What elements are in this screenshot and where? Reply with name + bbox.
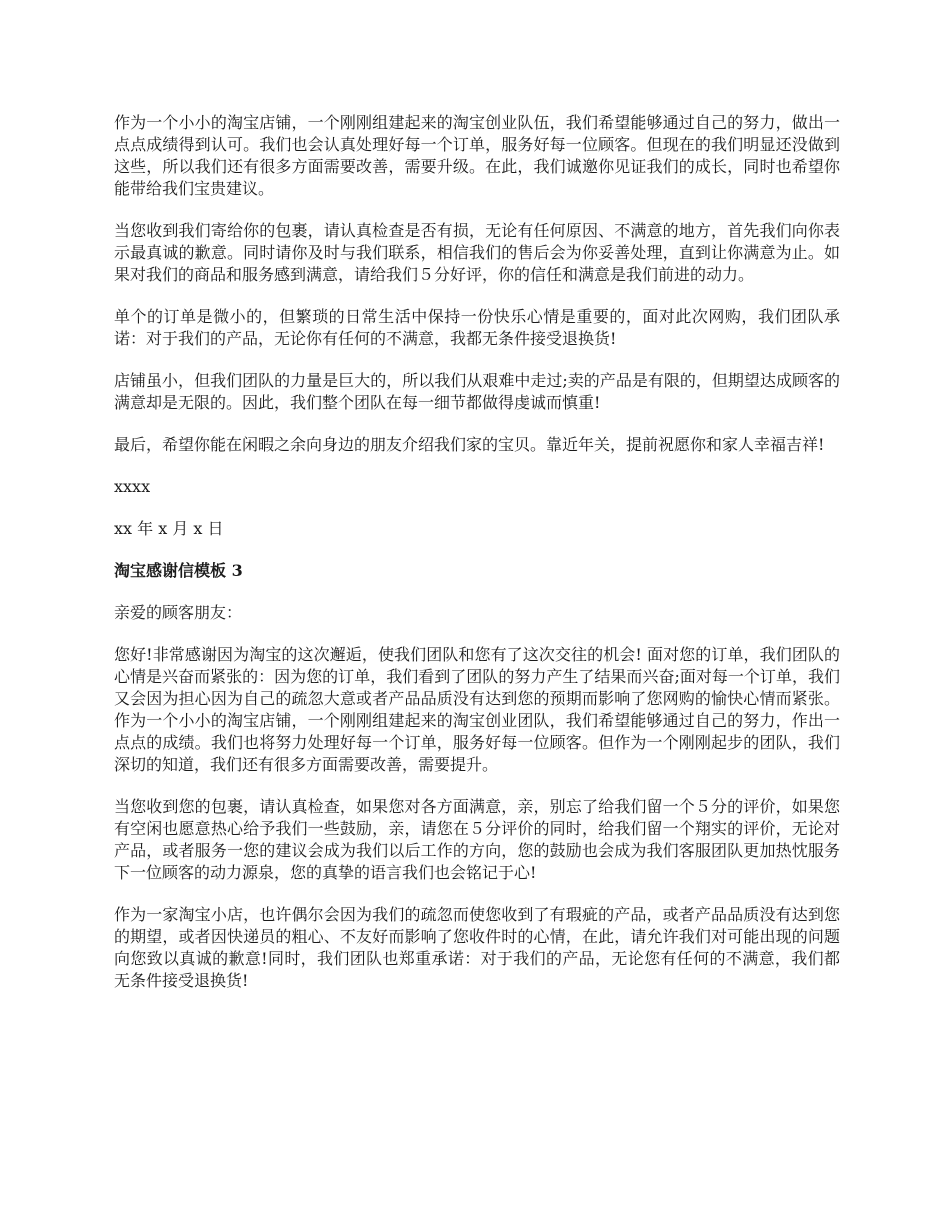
paragraph-store-small: 店铺虽小，但我们团队的力量是巨大的，所以我们从艰难中走过;卖的产品是有限的，但期望达成顾客的满意却是无限的。因此，我们整个团队在每一细节都做得虔诚而慎重! (114, 371, 840, 412)
paragraph-closing-wish: 最后，希望你能在闲暇之余向身边的朋友介绍我们家的宝贝。靠近年关，提前祝愿你和家人幸福吉祥! (114, 435, 825, 454)
section-heading: 淘宝感谢信模板 3 (114, 561, 243, 580)
document-page (114, 112, 840, 1012)
signature: xxxx (114, 477, 151, 496)
paragraph-package-check: 当您收到我们寄给你的包裹，请认真检查是否有损，无论有任何原因、不满意的地方，首先我们向你表示最真诚的歉意。同时请你及时与我们联系，相信我们的售后会为你妥善处理，直到让你满意为止。如果对我们的商品和服务感到满意，请给我们５分好评，你的信任和满意是我们前进的动力。 (114, 221, 840, 284)
paragraph-greeting: 您好!非常感谢因为淘宝的这次邂逅，使我们团队和您有了这次交往的机会! 面对您的订单，我们团队的心情是兴奋而紧张的：因为您的订单，我们看到了团队的努力产生了结果而兴奋;面对每一个订单，我们又会因为担心因为自己的疏忽大意或者产品品质没有达到您的预期而影响了您网购的愉快心情而紧张。 作为一个小小的淘宝店铺，一个刚刚组建起来的淘宝创业团队，我们希望能够通过自己的努力，作出一点点的成绩。我们也将努力处理好每一个订单，服务好每一位顾客。但作为一个刚刚起步的团队，我们深切的知道，我们还有很多方面需要改善，需要提升。 (114, 645, 840, 774)
paragraph-apology: 作为一家淘宝小店，也许偶尔会因为我们的疏忽而使您收到了有瑕疵的产品，或者产品品质没有达到您的期望，或者因快递员的粗心、不友好而影响了您收件时的心情，在此，请允许我们对可能出现的问题向您致以真诚的歉意!同时，我们团队也郑重承诺：对于我们的产品，无论您有任何的不满意，我们都无条件接受退换货! (114, 905, 840, 990)
date-line: xx 年 x 月 x 日 (114, 519, 224, 538)
paragraph-review-request: 当您收到您的包裹，请认真检查，如果您对各方面满意，亲，别忘了给我们留一个５分的评价，如果您有空闲也愿意热心给予我们一些鼓励，亲，请您在５分评价的同时，给我们留一个翔实的评价，无论对产品，或者服务一您的建议会成为我们以后工作的方向，您的鼓励也会成为我们客服团队更加热忱服务下一位顾客的动力源泉，您的真挚的语言我们也会铭记于心! (114, 797, 840, 882)
paragraph-intro: 作为一个小小的淘宝店铺，一个刚刚组建起来的淘宝创业队伍，我们希望能够通过自己的努力，做出一点点成绩得到认可。我们也会认真处理好每一个订单，服务好每一位顾客。但现在的我们明显还没做到这些，所以我们还有很多方面需要改善，需要升级。在此，我们诚邀你见证我们的成长，同时也希望你能带给我们宝贵建议。 (114, 113, 840, 198)
paragraph-team-promise: 单个的订单是微小的，但繁琐的日常生活中保持一份快乐心情是重要的，面对此次网购，我们团队承诺：对于我们的产品，无论你有任何的不满意，我都无条件接受退换货! (114, 307, 840, 348)
salutation: 亲爱的顾客朋友： (114, 603, 243, 622)
